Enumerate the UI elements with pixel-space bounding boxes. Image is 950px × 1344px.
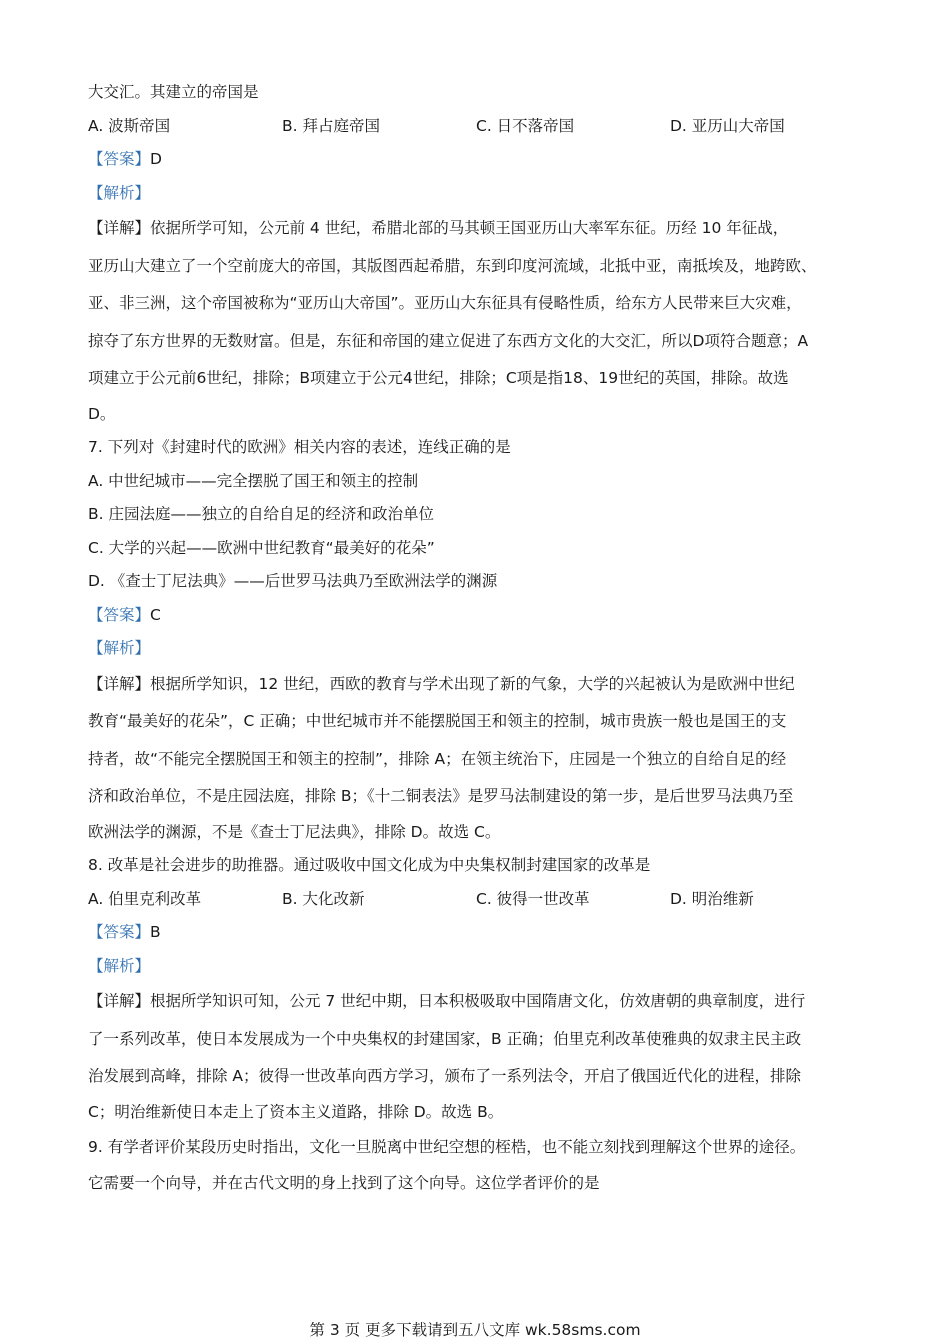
detail-line: 亚、非三洲，这个帝国被称为“亚历山大帝国”。亚历山大东征具有侵略性质，给东方人民带来巨大灾难，	[88, 294, 802, 312]
q8-options	[88, 883, 878, 917]
answer-label: 【答案】	[88, 923, 151, 941]
detail-line: 亚历山大建立了一个空前庞大的帝国，其版图西起希腊，东到印度河流域，北抵中亚，南抵埃及，地跨欧、	[88, 256, 817, 275]
q7-answer	[88, 599, 878, 633]
q7-option-c: C. 大学的兴起——欧洲中世纪教育“最美好的花朵”	[88, 538, 435, 557]
q7-option-d: D. 《查士丁尼法典》——后世罗马法典乃至欧洲法学的渊源	[88, 572, 498, 590]
answer-value: C	[150, 605, 161, 624]
document-page	[88, 76, 878, 1200]
q6-detail	[88, 210, 878, 431]
q7-option-a: A. 中世纪城市——完全摆脱了国王和领主的控制	[88, 471, 419, 490]
q8-detail	[88, 983, 878, 1129]
detail-line: 项建立于公元前6世纪，排除；B项建立于公元4世纪，排除；C项是指18、19世纪的英国，排除。故选	[88, 369, 789, 387]
q6-option-b: B. 拜占庭帝国	[282, 116, 380, 135]
answer-value: D	[150, 150, 162, 168]
detail-line: 持者，故“不能完全摆脱国王和领主的控制”，排除 A；在领主统治下，庄园是一个独立的自给自足的经	[88, 749, 787, 768]
answer-value: B	[150, 923, 161, 941]
q8-analysis-label: 【解析】	[88, 956, 151, 975]
q7-detail	[88, 666, 878, 850]
detail-line: 【详解】依据所学可知，公元前 4 世纪，希腊北部的马其顿王国亚历山大率军东征。历经 10 年征战，	[88, 219, 789, 237]
q8-stem: 8. 改革是社会进步的助推器。通过吸收中国文化成为中央集权制封建国家的改革是	[88, 856, 651, 874]
answer-label: 【答案】	[88, 605, 151, 624]
detail-line: 【详解】根据所学知识，12 世纪，西欧的教育与学术出现了新的气象，大学的兴起被认为是欧洲中世纪	[88, 674, 795, 693]
q8-answer	[88, 916, 878, 950]
detail-line: 【详解】根据所学知识可知，公元 7 世纪中期，日本积极吸取中国隋唐文化，仿效唐朝的典章制度，进行	[88, 992, 806, 1010]
q8-option-d: D. 明治维新	[670, 889, 754, 908]
detail-line: 了一系列改革，使日本发展成为一个中央集权的封建国家，B 正确；伯里克利改革使雅典的奴隶主民主政	[88, 1029, 802, 1048]
q7-option-b: B. 庄园法庭——独立的自给自足的经济和政治单位	[88, 505, 434, 523]
q6-analysis-label: 【解析】	[88, 183, 151, 202]
q8-option-a: A. 伯里克利改革	[88, 889, 202, 908]
q6-option-a: A. 波斯帝国	[88, 116, 171, 135]
detail-line: 济和政治单位，不是庄园法庭，排除 B；《十二铜表法》是罗马法制建设的第一步，是后世罗马法典乃至	[88, 787, 794, 805]
q6-answer	[88, 143, 878, 177]
answer-label: 【答案】	[88, 150, 151, 168]
q8-option-c: C. 彼得一世改革	[476, 889, 590, 908]
q6-option-d: D. 亚历山大帝国	[670, 116, 785, 135]
detail-line: 掠夺了东方世界的无数财富。但是，东征和帝国的建立促进了东西方文化的大交汇，所以D项符合题意；A	[88, 331, 809, 350]
detail-line: C；明治维新使日本走上了资本主义道路，排除 D。故选 B。	[88, 1102, 504, 1121]
q9-stem-line: 9. 有学者评价某段历史时指出，文化一旦脱离中世纪空想的桎梏，也不能立刻找到理解这个世界的途径。	[88, 1138, 806, 1156]
q6-stem-tail: 大交汇。其建立的帝国是	[88, 83, 259, 101]
q9-stem-line: 它需要一个向导，并在古代文明的身上找到了这个向导。这位学者评价的是	[88, 1173, 600, 1192]
q8-option-b: B. 大化改新	[282, 889, 365, 908]
q7-analysis-label: 【解析】	[88, 639, 151, 657]
detail-line: 欧洲法学的渊源，不是《查士丁尼法典》，排除 D。故选 C。	[88, 822, 501, 841]
detail-line: 治发展到高峰，排除 A；彼得一世改革向西方学习，颁布了一系列法令，开启了俄国近代化的进程，排除	[88, 1067, 802, 1085]
q6-option-c: C. 日不落帝国	[476, 116, 575, 135]
detail-line: 教育“最美好的花朵”，C 正确；中世纪城市并不能摆脱国王和领主的控制，城市贵族一般也是国王的支	[88, 712, 787, 730]
page-footer: 第 3 页 更多下载请到五八文库 wk.58sms.com	[309, 1321, 641, 1339]
detail-line: D。	[88, 404, 116, 423]
q7-stem: 7. 下列对《封建时代的欧洲》相关内容的表述，连线正确的是	[88, 438, 511, 456]
q6-options	[88, 110, 878, 144]
